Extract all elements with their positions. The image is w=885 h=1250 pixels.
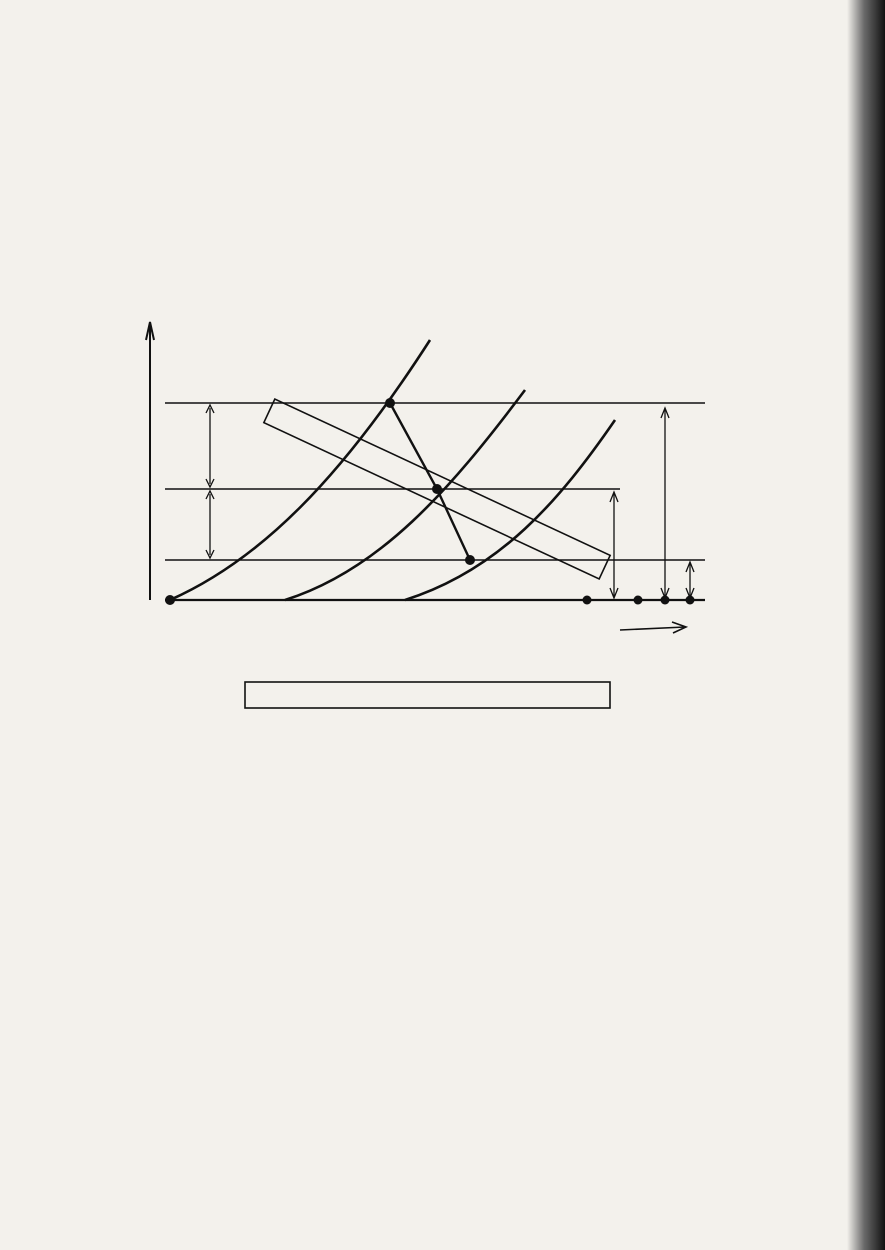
- scan-shadow-edge: [847, 0, 885, 1250]
- x-axis-arrow-line: [620, 627, 685, 630]
- curve-1: [170, 340, 430, 600]
- point-p2: [465, 555, 475, 565]
- point-origin: [165, 595, 175, 605]
- point-base-4: [686, 596, 695, 605]
- point-base-3: [661, 596, 670, 605]
- point-pk: [432, 484, 442, 494]
- curve-2: [285, 390, 525, 600]
- point-base-1: [583, 596, 592, 605]
- curve-3: [405, 420, 615, 600]
- point-base-2: [634, 596, 643, 605]
- point-p1: [385, 398, 395, 408]
- straight-ruler: [245, 682, 610, 708]
- weaver-ruler-figure: [120, 300, 760, 720]
- load-line: [390, 403, 470, 560]
